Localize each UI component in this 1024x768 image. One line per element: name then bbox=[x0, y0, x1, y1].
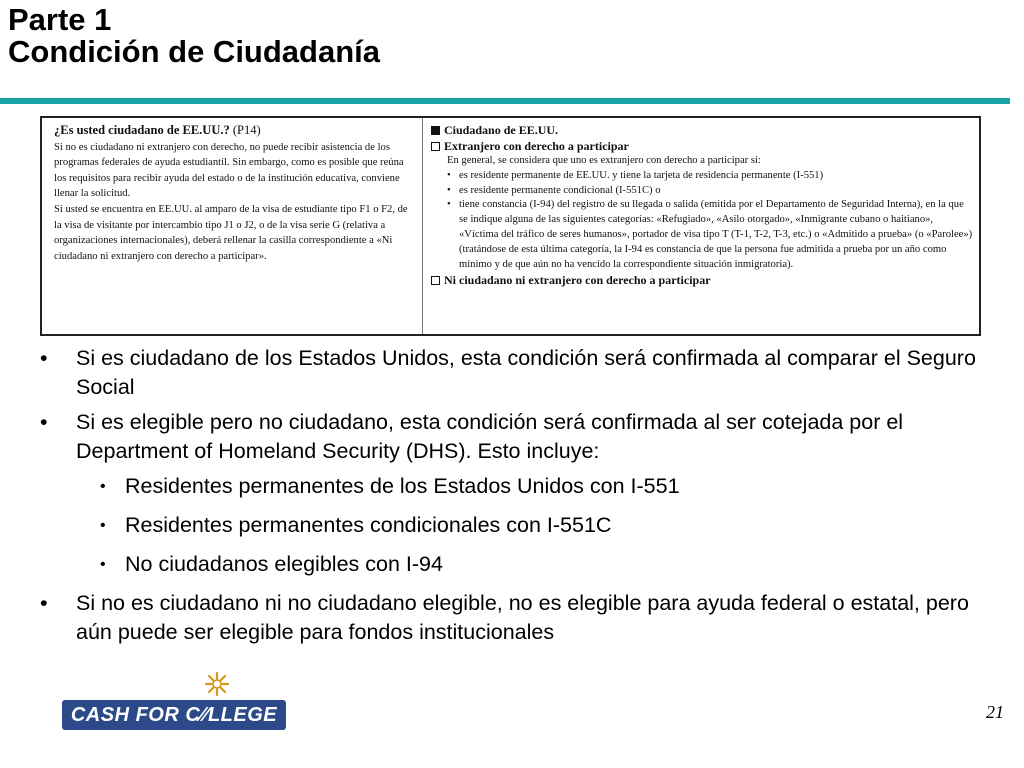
bullet-icon: • bbox=[40, 591, 48, 615]
cash-for-college-logo bbox=[62, 672, 286, 730]
option-not-eligible bbox=[431, 272, 973, 288]
bullet-item bbox=[36, 589, 996, 647]
form-question bbox=[54, 123, 412, 139]
option-citizen bbox=[431, 122, 973, 138]
form-left-paragraph-2: Si usted se encuentra en EE.UU. al amparo de la visa de estudiante tipo F1 o F2, de la visa de visitante por intercambio tipo J1 o J2, o de la visa serie G (relativa a organizaciones internacionales), deberá rellenar la casilla correspondiente a «Ni ciudadano ni extranjero con derecho a participar». bbox=[54, 203, 408, 262]
sub-bullet-text: Residentes permanentes condicionales con I-551C bbox=[125, 513, 612, 537]
logo-wordmark: CASH FOR C⁄⁄LLEGE bbox=[62, 700, 286, 730]
option-eligible-noncitizen-label: Extranjero con derecho a participar bbox=[444, 139, 629, 153]
form-right-column bbox=[423, 118, 979, 334]
form-left-column bbox=[42, 118, 423, 334]
form-sub-item: • es residente permanente de EE.UU. y tiene la tarjeta de residencia permanente (I-551) bbox=[447, 169, 973, 184]
page-number: 21 bbox=[986, 702, 1004, 722]
sub-bullet-text: Residentes permanentes de los Estados Unidos con I-551 bbox=[125, 474, 680, 498]
form-general-note: En general, se considera que uno es extranjero con derecho a participar si: bbox=[447, 155, 761, 166]
option-citizen-label: Ciudadano de EE.UU. bbox=[444, 123, 559, 137]
sub-bullet-item bbox=[36, 472, 996, 501]
bullet-item bbox=[36, 344, 996, 402]
title-line-2: Condición de Ciudadanía bbox=[8, 34, 381, 69]
title-line-1: Parte 1 bbox=[8, 2, 112, 37]
bullet-icon: • bbox=[100, 478, 106, 495]
bullet-text: Si no es ciudadano ni no ciudadano elegible, no es elegible para ayuda federal o estatal, pero aún puede ser elegible para fondos institucionales bbox=[76, 591, 969, 644]
sub-bullet-item bbox=[36, 550, 996, 579]
title-divider bbox=[0, 98, 1010, 104]
bullet-icon: • bbox=[40, 410, 48, 434]
checkbox-checked-icon bbox=[431, 126, 440, 135]
slide-title bbox=[8, 4, 380, 68]
sub-bullet-text: No ciudadanos elegibles con I-94 bbox=[125, 552, 443, 576]
option-not-eligible-label: Ni ciudadano ni extranjero con derecho a participar bbox=[444, 273, 711, 288]
bullet-text: Si es elegible pero no ciudadano, esta condición será confirmada al ser cotejada por el Department of Homeland Security (DHS). Esto incluye: bbox=[76, 410, 904, 463]
form-question-text: ¿Es usted ciudadano de EE.UU.? bbox=[54, 123, 230, 137]
form-excerpt bbox=[40, 116, 981, 336]
star-icon bbox=[205, 672, 229, 696]
checkbox-empty-icon bbox=[431, 276, 440, 285]
checkbox-empty-icon bbox=[431, 142, 440, 151]
bullet-list bbox=[36, 344, 996, 653]
bullet-text: Si es ciudadano de los Estados Unidos, esta condición será confirmada al comparar el Seguro Social bbox=[76, 346, 976, 399]
bullet-icon: • bbox=[100, 556, 106, 573]
form-sub-list bbox=[431, 169, 973, 273]
bullet-item bbox=[36, 408, 996, 466]
bullet-icon: • bbox=[100, 517, 106, 534]
sub-bullet-item bbox=[36, 511, 996, 540]
form-sub-item: • es residente permanente condicional (I-551C) o bbox=[447, 184, 973, 199]
form-left-paragraph-1: Si no es ciudadano ni extranjero con derecho, no puede recibir asistencia de los programas federales de ayuda estudiantil. Sin embargo, como es posible que reúna los requisitos para recibir ayuda del estado o de la institución educativa, conviene llenar la solicitud. bbox=[54, 141, 404, 200]
bullet-icon: • bbox=[40, 346, 48, 370]
option-eligible-noncitizen bbox=[431, 138, 973, 154]
form-sub-item: • tiene constancia (I-94) del registro de su llegada o salida (emitida por el Departamento de Seguridad Interna), en la que se indique alguna de las siguientes categorías: «Refugiado», «Asilo otorgado», «Inmigrante cubano o haitiano», «Víctima del tráfico de seres humanos», portador de visa tipo T (T-1, T-2, T-3, etc.) o «Admitido a prueba» (o «Parolee») (tratándose de esta última categoría, la I-94 es constancia de que la persona fue admitida a prueba por un año como mínimo y de que aún no ha vencido la correspondiente situación inmigratoria). bbox=[447, 198, 973, 272]
form-question-ref: (P14) bbox=[232, 123, 261, 137]
